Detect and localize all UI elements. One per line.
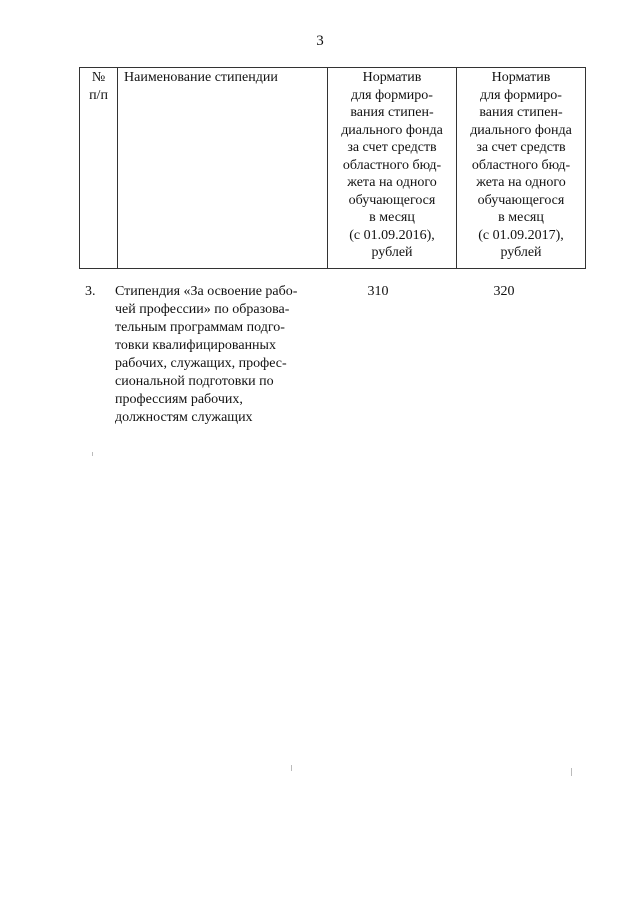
header-cell-number [80,68,118,269]
header-norm-2016-label: Норматив для формиро- вания стипен- диального фонда за счет средств областного бюд- жета на одного обучающегося в месяц (с 01.09.2016), рублей [341,70,443,260]
header-cell-norm-2017 [457,68,586,269]
header-norm-2017-label: Норматив для формиро- вания стипен- диального фонда за счет средств областного бюд- жета на одного обучающегося в месяц (с 01.09.2017), рублей [470,70,572,260]
header-cell-norm-2016 [328,68,457,269]
row-number: 3. [85,284,96,299]
scan-speck [571,768,572,776]
header-cell-name [118,68,328,269]
page-number: 3 [316,33,324,49]
scan-speck [92,452,93,456]
scan-speck [291,765,292,771]
header-number-label: № п/п [89,70,108,103]
scholarship-table-header [79,67,586,269]
header-name-label: Наименование стипендии [124,70,278,85]
table-header-row [80,68,586,269]
row-norm-2017-value: 320 [493,284,515,299]
row-scholarship-name: Стипендия «За освоение рабо- чей профессии» по образова- тельным программам подго- товки квалифицированных рабочих, служащих, профес- сиональной подготовки по профессиям рабочих, должностям служащих [115,284,298,425]
row-norm-2016-value: 310 [367,284,389,299]
